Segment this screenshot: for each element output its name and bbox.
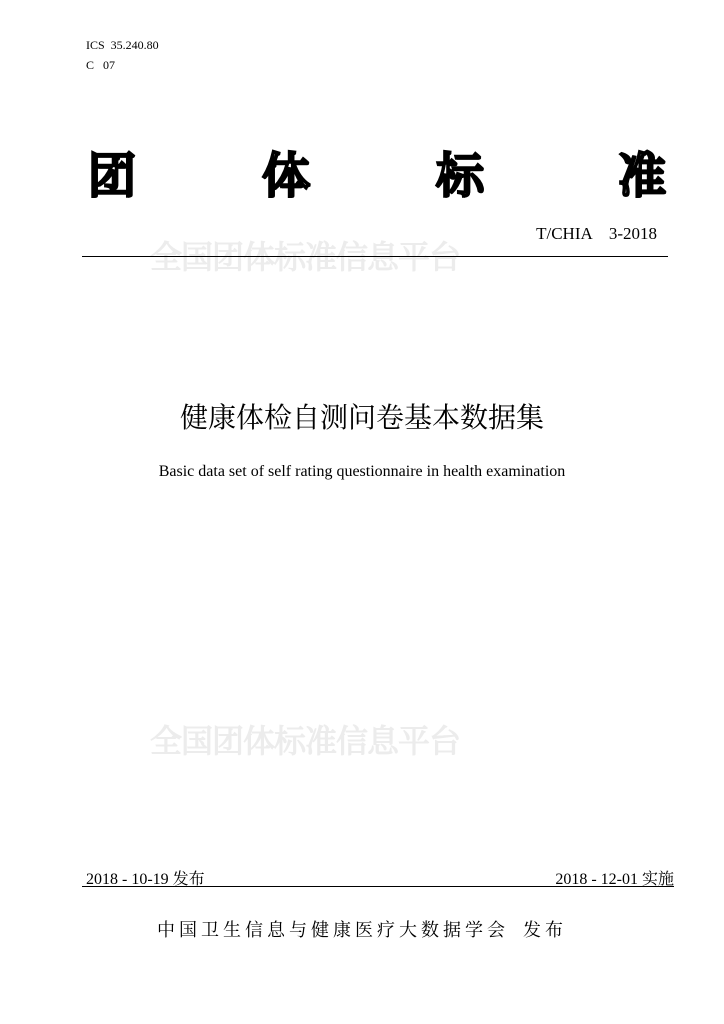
publisher-organization: 中国卫生信息与健康医疗大数据学会 (157, 920, 509, 941)
watermark-bottom: 全国团体标准信息平台 (150, 722, 461, 760)
issue-date: 2018 - 10-19 发布 (86, 871, 205, 888)
standard-type-char-3: 标 (436, 148, 485, 204)
standard-type-char-2: 体 (262, 148, 311, 204)
publisher (0, 916, 724, 942)
implementation-date: 2018 - 12-01 实施 (555, 871, 674, 888)
standard-type-char-1: 团 (88, 148, 137, 204)
ics-code: ICS 35.240.80 (86, 38, 159, 52)
bottom-divider (82, 886, 674, 887)
watermark-top: 全国团体标准信息平台 (150, 238, 461, 276)
publisher-action: 发布 (523, 920, 567, 941)
document-title-english: Basic data set of self rating questionnaire in health examination (158, 463, 566, 480)
top-divider (82, 256, 668, 257)
document-title-chinese: 健康体检自测问卷基本数据集 (179, 401, 544, 434)
standard-number: T/CHIA 3-2018 (536, 224, 657, 243)
classification-code: C 07 (86, 58, 116, 72)
standard-type-char-4: 准 (618, 148, 667, 204)
